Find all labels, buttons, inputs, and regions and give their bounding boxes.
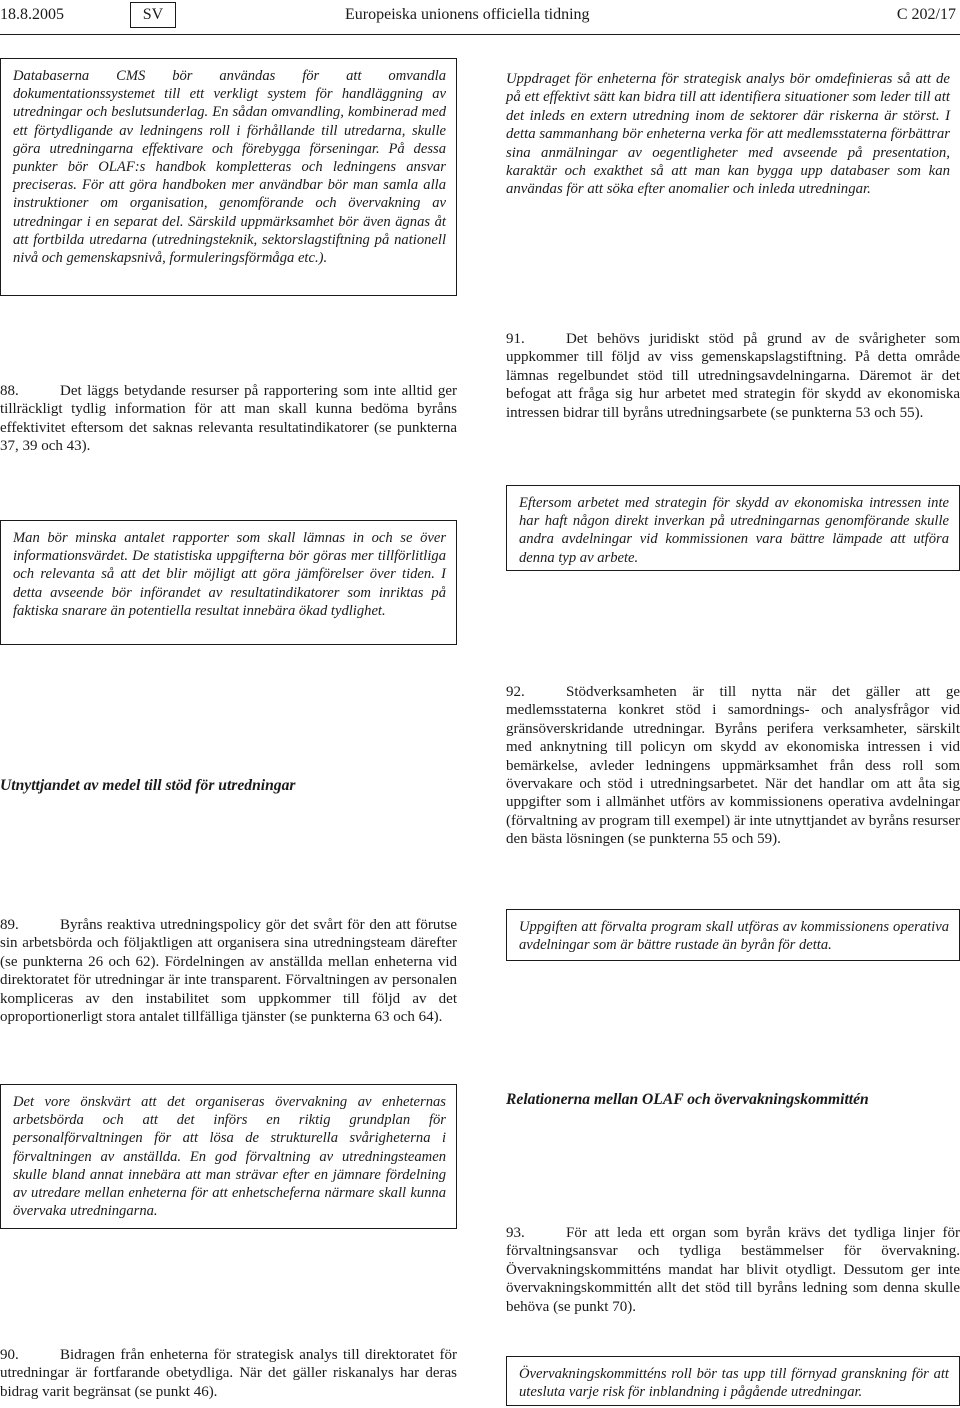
recommendation-box-92: Uppgiften att förvalta program skall utföras av kommissionens operativa avdelningar som är bättre rustade än byrån för detta.: [506, 909, 960, 961]
paragraph-number: 89.: [0, 917, 19, 933]
paragraph-text: Byråns reaktiva utredningspolicy gör det svårt för den att förutse sin arbetsbörda och följaktligen att organisera sina utredningsteam därefter (se punkterna 26 och 62). Fördelningen av anställda mellan enheterna vid direktoratet för utredningar är inte transparent. Förvaltningen av personalen kompliceras av den instabilitet som uppkommer till följd av det oproportionerligt stora antalet tillfälliga tjänster (se punkterna 63 och 64).: [0, 917, 457, 1026]
recommendation-box-top: Databaserna CMS bör användas för att omvandla dokumentationssystemet till ett verkligt system för handläggning av utredningar och beslutsunderlag. En sådan omvandling, kombinerad med ett förtydligande av ledningens roll i förhållande till utredarna, skulle göra utredningarna effektivare och förebygga förseningar. På dessa punkter bör OLAF:s handbok kompletteras och ledningens ansvar preciseras. För att göra handboken mer användbar bör man samla alla instruktioner om organisation, genomförande och övervakning av utredningar i en separat del. Särskild uppmärksamhet bör även ägnas åt att fortbilda utredarna (utredningsteknik, sektorslagstiftning på nationell nivå och gemenskapsnivå, formuleringsförmåga etc.).: [0, 58, 457, 296]
paragraph-number: 88.: [0, 383, 19, 399]
journal-title: Europeiska unionens officiella tidning: [345, 6, 590, 23]
recommendation-text-top-right: Uppdraget för enheterna för strategisk analys bör omdefinieras så att de på ett effektivt sätt kan bidra till att identifiera situationer som leder till att det inleds en extern utredning inom de sektorer där riskerna är störst. I detta sammanhang bör enheterna verka för att medlemsstaterna förbättrar sina anmälningar av oegentligheter med avseende på presentation, karaktär och exakthet så att man kan bygga upp databaser som kan användas för att söka efter anomalier och inleda utredningar.: [506, 71, 950, 198]
paragraph-number: 90.: [0, 1347, 19, 1363]
recommendation-box-93: Övervakningskommitténs roll bör tas upp till förnyad granskning för att utesluta varje risk för inblandning i pågående utredningar.: [506, 1356, 960, 1406]
paragraph-text: Det läggs betydande resurser på rapportering som inte alltid ger tillräckligt tydlig information för att man skall kunna bedöma byråns effektivitet eftersom det saknas relevanta resultatindikatorer (se punkterna 37, 39 och 43).: [0, 383, 457, 455]
recommendation-box-91: Eftersom arbetet med strategin för skydd av ekonomiska intressen inte har haft någon direkt inverkan på utredningarnas genomförande skulle andra avdelningar vid kommissionen vara bättre lämpade att utföra denna typ av arbete.: [506, 485, 960, 571]
paragraph-text: Stödverksamheten är till nytta när det gäller att ge medlemsstaterna konkret stöd i samordnings- och analysfrågor vid gränsöverskridande utredningar. Byråns perifera verksamheter, särskilt med anknytning till policyn om skydd av ekonomiska intressen i vid bemärkelse, avleder ledningens uppmärksamhet från dess roll som övervakare och stöd i utredningsarbetet. När det handlar om att åta sig uppgifter som i allmänhet utförs av kommissionens operativa avdelningar (förvaltning av program till exempel) är inte utnyttjandet av byråns resurser den bästa lösningen (se punkterna 55 och 59).: [506, 684, 960, 848]
paragraph-90: [0, 1346, 457, 1401]
section-heading-olaf: Relationerna mellan OLAF och övervakningskommittén: [506, 1091, 869, 1108]
section-heading-resources: Utnyttjandet av medel till stöd för utredningar: [0, 777, 296, 794]
paragraph-text: Bidragen från enheterna för strategisk analys till direktoratet för utredningar är fortfarande obetydliga. När det gäller riskanalys har deras bidrag varit begränsat (se punkt 46).: [0, 1347, 457, 1400]
language-badge: SV: [130, 2, 176, 28]
paragraph-91: [506, 330, 960, 422]
page-reference: C 202/17: [896, 6, 956, 23]
paragraph-89: [0, 916, 457, 1026]
header-rule: [0, 34, 960, 35]
paragraph-text: För att leda ett organ som byrån krävs det tydliga linjer för förvaltningsansvar och tydliga bestämmelser för övervakning. Övervakningskommitténs mandat har blivit otydligt. Dessutom ger inte övervakningskommittén allt det stöd till byråns ledning som denna skulle behöva (se punkt 70).: [506, 1225, 960, 1315]
recommendation-box-88: Man bör minska antalet rapporter som skall lämnas in och se över informationsvärdet. De statistiska uppgifterna bör göras mer tillförlitliga och relevanta så att det blir möjligt att göra jämförelser över tiden. I detta avseende bör införandet av resultatindikatorer som inriktas på faktiska snarare än potentiella resultat innebära ökad tydlighet.: [0, 520, 457, 645]
paragraph-92: [506, 683, 960, 849]
paragraph-88: [0, 382, 457, 456]
paragraph-text: Det behövs juridiskt stöd på grund av de svårigheter som uppkommer till följd av viss gemenskapslagstiftning. På detta område lämnas regelbundet stöd till utredningsavdelningarna. Däremot är det befogat att fråga sig hur arbetet med strategin för skydd av ekonomiska intressen bidrar till byråns utredningsarbete (se punkterna 53 och 55).: [506, 331, 960, 421]
publication-date: 18.8.2005: [0, 6, 64, 23]
paragraph-number: 91.: [506, 331, 525, 347]
page-header: [0, 0, 960, 30]
paragraph-number: 93.: [506, 1225, 525, 1241]
recommendation-box-89: Det vore önskvärt att det organiseras övervakning av enheternas arbetsbörda och att det införs en riktig grundplan för personalförvaltningen för att lösa de strukturella svårigheterna i förvaltningen av anställda. En god förvaltning av utredningsteamen skulle bland annat innebära att man strävar efter en jämnare fördelning av utredare mellan enheterna för att enhetscheferna närmare skall kunna övervaka utredningarna.: [0, 1084, 457, 1229]
paragraph-93: [506, 1224, 960, 1316]
paragraph-number: 92.: [506, 684, 525, 700]
